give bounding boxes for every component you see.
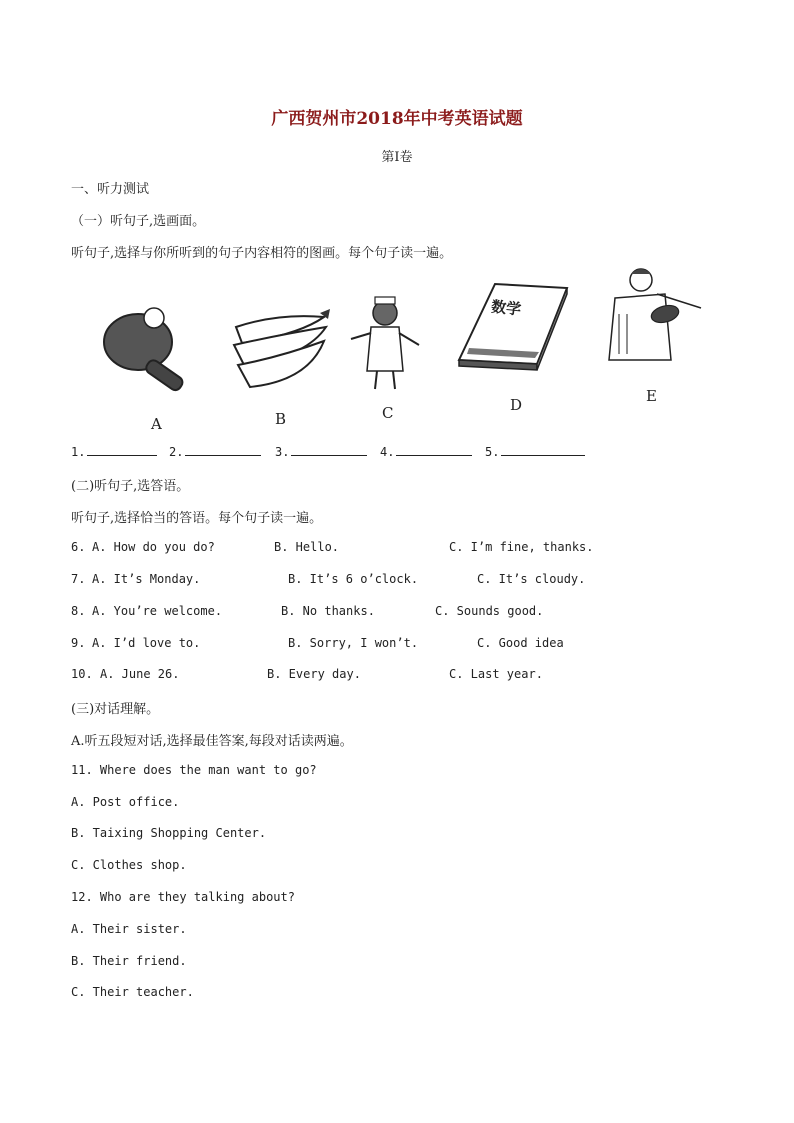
- picture-label-a: A: [151, 415, 162, 433]
- part3-instruction: A.听五段短对话,选择最佳答案,每段对话读两遍。: [71, 734, 353, 749]
- option-c[interactable]: C. Last year.: [449, 667, 543, 681]
- option-b[interactable]: B. Hello.: [274, 540, 340, 554]
- picture-label-c: C: [382, 404, 394, 422]
- option-b[interactable]: B. It’s 6 o’clock.: [288, 572, 419, 586]
- volume-label: 第Ⅰ卷: [381, 150, 413, 165]
- picture-label-b: B: [275, 410, 287, 428]
- part2-instruction: 听句子,选择恰当的答语。每个句子读一遍。: [71, 511, 323, 526]
- option-a[interactable]: A. How do you do?: [92, 540, 215, 554]
- option-b[interactable]: B. Sorry, I won’t.: [288, 636, 419, 650]
- option-b[interactable]: B. Every day.: [267, 667, 361, 681]
- part3-heading: (三)对话理解。: [71, 702, 160, 717]
- option-a[interactable]: A. Their sister.: [71, 922, 187, 936]
- part1-instruction: 听句子,选择与你所听到的句子内容相符的图画。每个句子读一遍。: [71, 246, 453, 261]
- bananas-picture: [228, 305, 333, 395]
- answer-blank-5[interactable]: 5.: [485, 443, 585, 459]
- math-book-picture: [455, 280, 570, 372]
- violinist-picture: [593, 264, 703, 364]
- question-11-stem: 11. Where does the man want to go?: [71, 763, 317, 777]
- option-a[interactable]: A. It’s Monday.: [92, 572, 201, 586]
- picture-label-e: E: [646, 387, 657, 405]
- option-c[interactable]: C. It’s cloudy.: [477, 572, 586, 586]
- option-c[interactable]: C. Sounds good.: [435, 604, 544, 618]
- question-12-stem: 12. Who are they talking about?: [71, 890, 295, 904]
- ping-pong-paddle-picture: [100, 300, 200, 396]
- doctor-picture: [345, 293, 425, 393]
- question-number: 9.: [71, 636, 86, 650]
- question-number: 6.: [71, 540, 86, 554]
- option-c[interactable]: C. Clothes shop.: [71, 858, 187, 872]
- page-title: 广西贺州市2018年中考英语试题: [271, 109, 523, 129]
- question-number: 10.: [71, 667, 93, 681]
- option-b[interactable]: B. Their friend.: [71, 954, 187, 968]
- option-b[interactable]: B. Taixing Shopping Center.: [71, 826, 267, 840]
- option-c[interactable]: C. I’m fine, thanks.: [449, 540, 594, 554]
- answer-blank-2[interactable]: 2.: [169, 443, 261, 459]
- part1-heading: （一）听句子,选画面。: [71, 214, 206, 229]
- option-a[interactable]: A. June 26.: [100, 667, 180, 681]
- answer-blank-1[interactable]: 1.: [71, 443, 157, 459]
- option-c[interactable]: C. Good idea: [477, 636, 564, 650]
- question-number: 7.: [71, 572, 86, 586]
- picture-label-d: D: [510, 396, 523, 414]
- option-b[interactable]: B. No thanks.: [281, 604, 375, 618]
- option-a[interactable]: A. I’d love to.: [92, 636, 201, 650]
- option-a[interactable]: A. You’re welcome.: [92, 604, 223, 618]
- part2-heading: (二)听句子,选答语。: [71, 479, 190, 494]
- option-a[interactable]: A. Post office.: [71, 795, 180, 809]
- option-c[interactable]: C. Their teacher.: [71, 985, 194, 999]
- question-number: 8.: [71, 604, 86, 618]
- book-title-text: 数学: [490, 297, 523, 319]
- section-listening-heading: 一、听力测试: [71, 182, 150, 197]
- answer-blank-3[interactable]: 3.: [275, 443, 367, 459]
- answer-blank-4[interactable]: 4.: [380, 443, 472, 459]
